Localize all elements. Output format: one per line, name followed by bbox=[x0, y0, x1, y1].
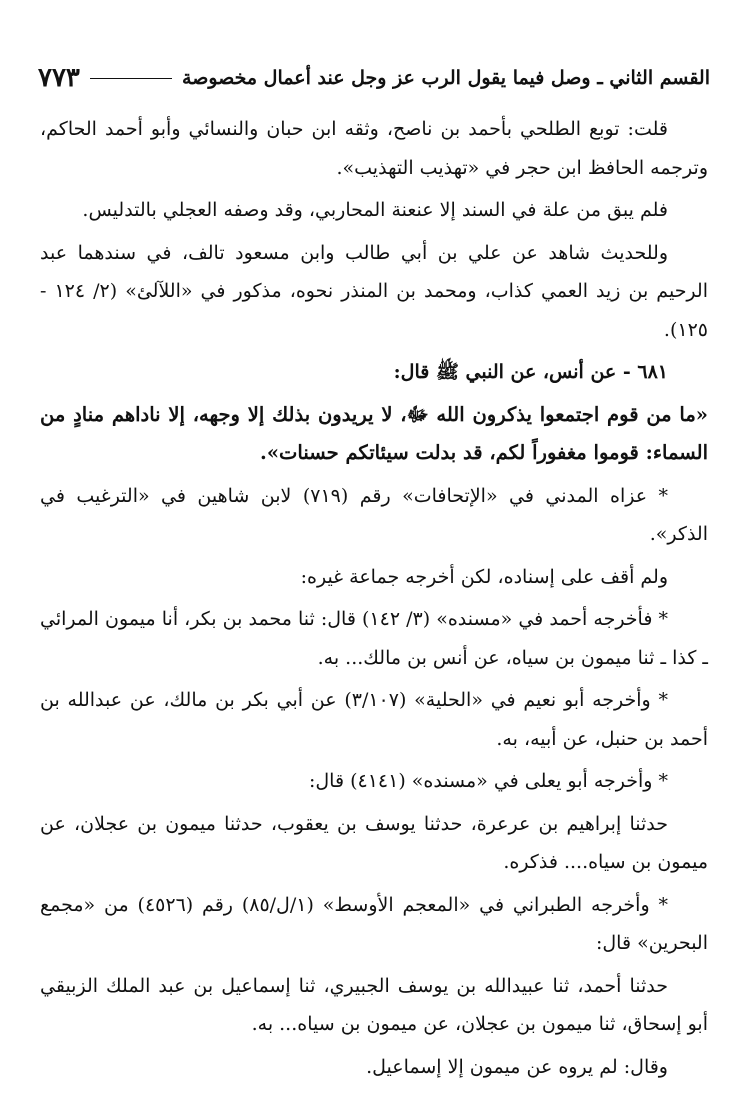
page-number: ٧٧٣ bbox=[38, 63, 80, 93]
header-rule bbox=[90, 78, 172, 79]
paragraph: * وأخرجه الطبراني في «المعجم الأوسط» (١/ل/٨٥) رقم (٤٥٢٦) من «مجمع البحرين» قال: bbox=[40, 893, 708, 954]
paragraph: فلم يبق من علة في السند إلا عنعنة المحاربي، وقد وصفه العجلي بالتدليس. bbox=[82, 199, 668, 221]
hadith-heading: ٦٨١ - عن أنس، عن النبي ﷺ قال: bbox=[393, 361, 668, 383]
paragraph: حدثنا أحمد، ثنا عبيدالله بن يوسف الجبيري، ثنا إسماعيل بن عبد الملك الزبيقي أبو إسحاق، ثنا ميمون بن عجلان، عن ميمون بن سياه... به. bbox=[40, 974, 708, 1035]
section-title: القسم الثاني ـ وصل فيما يقول الرب عز وجل عند أعمال مخصوصة bbox=[182, 67, 710, 89]
paragraph: وقال: لم يروه عن ميمون إلا إسماعيل. bbox=[366, 1055, 668, 1078]
running-header bbox=[38, 60, 710, 96]
paragraph: حدثنا إبراهيم بن عرعرة، حدثنا يوسف بن يعقوب، حدثنا ميمون بن عجلان، عن ميمون بن سياه.... فذكره. bbox=[40, 812, 708, 873]
paragraph: * وأخرجه أبو نعيم في «الحلية» (٣/١٠٧) عن أبي بكر بن مالك، عن عبدالله بن أحمد بن حنبل، عن أبيه، به. bbox=[40, 689, 708, 750]
paragraph: * عزاه المدني في «الإتحافات» رقم (٧١٩) لابن شاهين في «الترغيب في الذكر». bbox=[40, 484, 708, 545]
hadith-text: «ما من قوم اجتمعوا يذكرون الله ﷻ، لا يريدون بذلك إلا وجهه، إلا ناداهم منادٍ من السماء: قوموا مغفوراً لكم، قد بدلت سيئاتكم حسنات». bbox=[40, 402, 708, 464]
paragraph: * وأخرجه أبو يعلى في «مسنده» (٤١٤١) قال: bbox=[308, 770, 668, 792]
paragraph: قلت: توبع الطلحي بأحمد بن ناصح، وثقه ابن حبان والنسائي وأبو أحمد الحاكم، وترجمه الحافظ ابن حجر في «تهذيب التهذيب». bbox=[40, 118, 708, 179]
paragraph: وللحديث شاهد عن علي بن أبي طالب وابن مسعود تالف، في سندهما عبد الرحيم بن زيد العمي كذاب، ومحمد بن المنذر نحوه، مذكور في «اللآلئ» (٢/ ١٢٤ - ١٢٥). bbox=[40, 241, 708, 341]
paragraph: * فأخرجه أحمد في «مسنده» (٣/ ١٤٢) قال: ثنا محمد بن بكر، أنا ميمون المرائي ـ كذا ـ ثنا ميمون بن سياه، عن أنس بن مالك... به. bbox=[40, 608, 708, 669]
paragraph: ولم أقف على إسناده، لكن أخرجه جماعة غيره: bbox=[300, 565, 668, 588]
page-body bbox=[40, 110, 708, 1090]
